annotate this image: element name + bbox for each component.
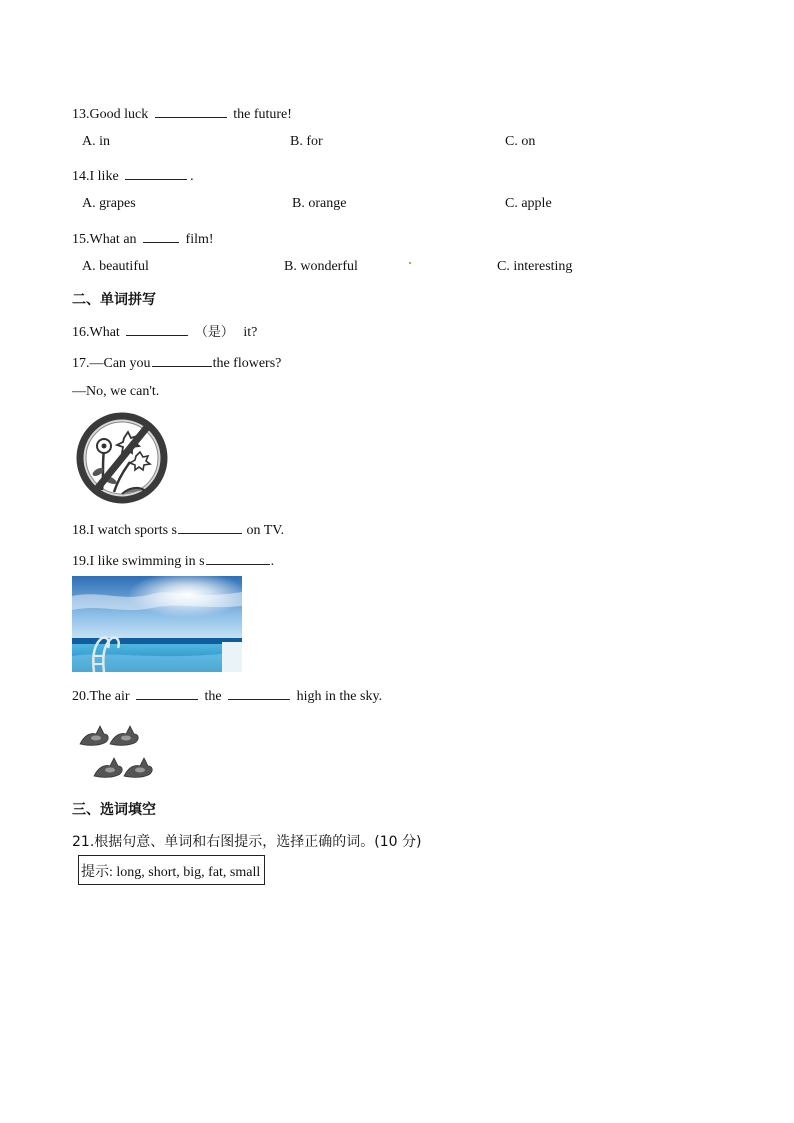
q14-text: 14.I like xyxy=(72,169,119,184)
q14-option-c[interactable]: C. apple xyxy=(505,196,552,211)
q16-blank[interactable] xyxy=(126,321,188,336)
q21-hint-box xyxy=(78,855,265,885)
section-2-heading: 二、单词拼写 xyxy=(72,292,156,308)
q17-text-end: the flowers? xyxy=(212,356,282,371)
q20-text-mid: the xyxy=(204,689,222,704)
q13-option-b[interactable]: B. for xyxy=(290,134,323,149)
question-14 xyxy=(72,165,194,185)
q13-text-end: the future! xyxy=(233,107,292,122)
q15-blank[interactable] xyxy=(143,228,179,243)
q14-blank[interactable] xyxy=(125,165,187,180)
q13-blank[interactable] xyxy=(155,103,227,118)
question-17 xyxy=(72,352,281,372)
q15-option-b[interactable]: B. wonderful xyxy=(284,259,358,274)
q15-text-end: film! xyxy=(185,232,214,247)
q20-text: 20.The air xyxy=(72,689,130,704)
question-16 xyxy=(72,321,257,341)
q19-text-end: . xyxy=(270,554,275,569)
q18-text: 18.I watch sports s xyxy=(72,523,177,538)
q13-option-c[interactable]: C. on xyxy=(505,134,536,149)
q13-option-a[interactable]: A. in xyxy=(82,134,110,149)
q21-hint-text: 提示: long, short, big, fat, small xyxy=(81,865,261,880)
q20-blank-1[interactable] xyxy=(136,685,198,700)
flying-birds-image xyxy=(76,718,160,780)
q16-text: 16.What xyxy=(72,325,120,340)
q18-text-end: on TV. xyxy=(246,523,285,538)
q15-option-c[interactable]: C. interesting xyxy=(497,259,573,274)
no-picking-flowers-icon xyxy=(74,410,170,506)
section-3-heading: 三、选词填空 xyxy=(72,802,156,818)
q15-text: 15.What an xyxy=(72,232,137,247)
q17-blank[interactable] xyxy=(152,352,212,367)
q14-text-end: . xyxy=(190,169,194,184)
q20-blank-2[interactable] xyxy=(228,685,290,700)
q13-text: 13.Good luck xyxy=(72,107,149,122)
q16-hint: （是） xyxy=(194,325,234,340)
question-15 xyxy=(72,228,214,248)
q17-answer: —No, we can't. xyxy=(72,384,160,399)
stray-dot xyxy=(409,262,411,264)
question-13 xyxy=(72,103,292,123)
question-18 xyxy=(72,519,284,539)
q18-blank[interactable] xyxy=(178,519,242,534)
question-19 xyxy=(72,550,274,570)
question-20 xyxy=(72,685,382,705)
q16-text-end: it? xyxy=(243,325,258,340)
q14-option-a[interactable]: A. grapes xyxy=(82,196,136,211)
q15-option-a[interactable]: A. beautiful xyxy=(82,259,149,274)
q19-text: 19.I like swimming in s xyxy=(72,554,205,569)
q17-text: 17.—Can you xyxy=(72,356,151,371)
q19-blank[interactable] xyxy=(206,550,270,565)
question-21: 21.根据句意、单词和右图提示，选择正确的词。(10 分) xyxy=(72,834,422,850)
swimming-pool-image xyxy=(72,576,242,672)
q20-text-end: high in the sky. xyxy=(296,689,383,704)
q14-option-b[interactable]: B. orange xyxy=(292,196,347,211)
